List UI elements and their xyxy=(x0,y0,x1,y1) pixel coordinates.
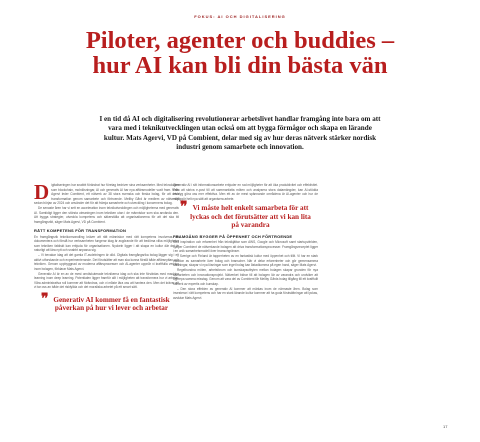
intro-text: igitaliseringen har snabbt förändrat hur företag bedriver sina verksamheter. Med teknologier som blockchain, molnlösningar, AI och generativ AI har nya affärsmodeller vuxit fram. Mats Agervi leder Combient, ett nätverk av 38 stora svenska och finska bolag, för att driva transformation genom samarbete och förtroende. Mellby Gård är medlem av nätverket sedan början av 2024 och använder det för att främja samarbete och utveckling i koncernens bolag. xyxy=(34,183,179,206)
body-paragraph: – Vi bevakar idag att det gamla IT-avdelningen är död. Digitala framgångsrika bolag lägger sig i ett aktivt utforskande och experimenterande. Det förutsätter att man ska kunna förstå både affärsnyttan och tekniken. Genom uppbyggnad av moderna affärsprocesser och AI-agenter uppnår vi kraftfulla verktyg inom bolagen, förklarar Mats Agervi. xyxy=(34,253,179,271)
pull-quote xyxy=(173,200,318,230)
body-paragraph: Regelbundna möten, arbetsforum och kunskapsutbyten mellan bolagen skapar grunden för nya samarbeten och innovationsprojekt. Nätverket bidrar till att bolagen lär av varandra och undviker att upprepa samma misstag. Genom att vara del av Combient får Mellby Gårds bolag tillgång till ett kraftfullt nätverk av expertis och kunskap. xyxy=(173,268,318,286)
page-number: 17 xyxy=(443,424,448,429)
section-kicker: FOKUS: AI OCH DIGITALISERING xyxy=(194,14,286,19)
article-lead: I en tid då AI och digitalisering revolutionerar arbetslivet handlar framgång inte bara om att vara med i teknikutvecklingen utan också om att bygga förmågor och skapa en lärande kultur. Mats Agervi, VD på Combient, delar med sig av hur deras nätverk stärker nordisk industri genom samarbete och innovation. xyxy=(99,115,381,152)
body-paragraph: Generativ AI är en av de mest omdiskuterade teknikerna idag och ska inte förväxlas med machine learning inom deep learning. Potentialen ligger framför allt i möjligheten att transformera hur vi arbetar. Våra administrativa roll kommer att förändras, och vi måste lära oss att hantera den. Men det kräver att vi tar oss an både det riskfyllda och det moraliska arbetet på ett smart sätt. xyxy=(34,271,179,290)
quote-mark-icon: ❞ xyxy=(41,291,49,307)
body-paragraph: – Sverige och Finland är tapperheten av en fantastisk kultur med öppenhet och tillit. Vi har en stark tradition av samarbete över bolag och branscher. När vi delar erfarenheter och gör gemensamma satsningar, skapar vi nya lösningar som inget bolag kan åstadkomma på egen hand, säger Mats Agervi. xyxy=(173,254,318,268)
subheading-trust: FRAMGÅNG BYGGER PÅ ÖPPENHET OCH FÖRTROENDE xyxy=(173,233,293,239)
body-paragraph: De senaste åren har vi sett en acceleration inom teknikutvecklingen och möjligheterna med generativ AI. Samtidigt ligger den största utmaningen inom tekniken utan i de människor som ska använda den. Att bygga strategier, utveckla kompetens och säkerställa att organisationerna för att det ska bli framgångsrikt, säger Mats Agervi, VD på Combient. xyxy=(34,206,179,224)
body-paragraph: Med inspiration och erfarenhet från teknikjättar som AWS, Google och Microsoft samt startupvärlden, hjälper Combient de nätverkande bolagen att driva transformationsprocesser. Framgångsreceptet ligger i en unik samarbetsmodell över branschgränser. xyxy=(173,240,318,254)
subheading-competence: RÄTT KOMPETENS FÖR TRANSFORMATION xyxy=(34,228,127,234)
body-paragraph: En framgångsrik teknikomvandling kräver att rätt människor med rätt kompetens involveras. Att dokumentera och förstå hur verksamheten fungerar idag är avgörande för att bedöma vilka möjligheter som tekniken faktiskt kan erbjuda för organisationen. Nyckeln ligger i att skapa en kultur där det är naturligt att lära nytt och snabbt anpassa sig. xyxy=(34,234,179,253)
body-paragraph: Generativ AI i sitt informationsarbete erbjuder en rad möjligheter för att öka produktivitet och effektivitet. Från att skriva e-post till att sammanfatta möten och analysera stora datamängder, kan AI-stödda verktyg göra oss mer effektiva. Men ett av de mest spännande områdena är AI-agenter och hur de möjliggör helt nya sätt att organisera arbete. xyxy=(173,183,318,201)
pull-quote xyxy=(34,291,179,313)
pull-quote-text: Vi måste helt enkelt samarbeta för att lyckas och det förutsätter att vi kan lita på varandra xyxy=(190,204,311,230)
left-column xyxy=(34,180,179,313)
article-headline: Piloter, agenter och buddies – hur AI kan bli din bästa vän xyxy=(85,27,395,79)
body-paragraph: – Den stora effekten av generativ AI kommer att märkas inom de närmaste åren. Bolag som investerar i rätt kompetens och har en stark lärande kultur kommer att ha goda förutsättningar att lyckas, avslutar Mats Agervi. xyxy=(173,286,318,300)
quote-mark-icon: ❞ xyxy=(180,200,188,216)
dropcap: D xyxy=(34,180,50,204)
pull-quote-text: Generativ AI kommer få en fantastisk påverkan på hur vi lever och arbetar xyxy=(53,295,170,313)
intro-paragraph xyxy=(34,180,179,206)
right-column xyxy=(173,183,318,300)
